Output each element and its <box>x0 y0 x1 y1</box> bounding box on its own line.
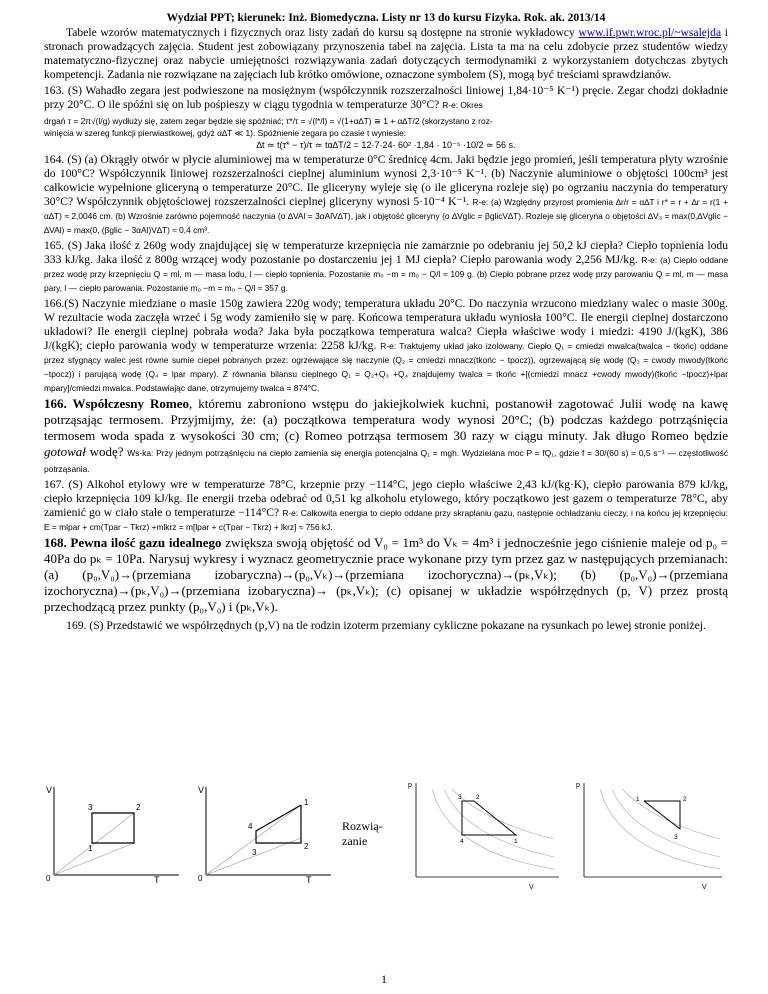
problem-163-text: 163. (S) Wahadło zegara jest podwieszone na mosiężnym (współczynnik rozszerzalności liniowej 1,84·10⁻⁵ K⁻¹) pręcie. Zegar chodzi dokładnie przy 20°C. O ile spóźni się on lub pośpieszy w ciągu tygodnia w temperaturze 30°C? <box>44 84 728 111</box>
problem-168-text: zwiększa swoją objętość od V₀ = 1m³ do Vₖ = 4m³ i jednocześnie jego ciśnienie maleje od p₀ = 40Pa do pₖ = 10Pa. Narysuj wykresy i wyznacz geometrycznie prace wykonane przy tym przez gaz w następujących przemianach: (a) (p₀,V₀)→(przemiana izobaryczna)→(p₀,Vₖ)→(przemiana izochoryczna)→(pₖ,Vₖ); (b) (p₀,V₀)→(przemiana izochoryczna)→(pₖ,V₀)→(przemiana izobaryczna)→ (pₖ,Vₖ); (c) opisanej w układzie współrzędnych (p, V) przez prostą przechodzącą przez punkty (p₀,V₀) i (pₖ,Vₖ). <box>44 535 728 614</box>
page-number: 1 <box>381 972 387 986</box>
solution-label-line: Rozwią- <box>342 819 383 833</box>
figure-pv-solution-1 <box>404 777 564 892</box>
problem-167-solution: R-e: Całkowita energia to ciepło oddane przy skraplaniu gazu, następnie ochładzaniu cieczy, i na końcu jej krzepnięciu: E = mlpar + cm(Tpar − Tkrz) +mlkrz = m[lpar + c(Tpar − Tkrz) + lkrz] ≈ 756 kJ. <box>44 508 728 532</box>
v-axis-label: V <box>702 884 707 891</box>
t-axis-label: T <box>154 875 160 883</box>
problem-166-text: 166.(S) Naczynie miedziane o masie 150g zawiera 220g wody; temperatura układu 20°C. Do naczynia wrzucono miedziany walec o masie 300g. W rezultacie woda zaczęła wrzeć i 5g wody zamieniło się w parę. Końcowa temperatura układu wyniosła 100°C. Ile energii cieplnej dostarczono układowi? Ile energii cieplnej pobrała woda? Jaka była początkowa temperatura walca? Ciepła właściwe wody i miedzi: 4190 J/(kgK), 386 J/(kgK); ciepło parowania wody w temperaturze wrzenia: 2258 kJ/kg. <box>44 297 728 352</box>
isochore-line <box>206 805 301 875</box>
p-axis-label: p <box>576 782 580 789</box>
problem-167 <box>44 478 728 534</box>
problem-169-text: 169. (S) Przedstawić we współrzędnych (p,V) na tle rodzin izoterm przemiany cykliczne pokazane na rysunkach po lewej stronie poniżej. <box>66 619 706 632</box>
problem-164 <box>44 153 728 237</box>
figure-pv-solution-2 <box>572 777 728 892</box>
point-label: 2 <box>683 796 687 803</box>
point-label: 4 <box>460 838 464 845</box>
problem-166-romeo-text-end: wodę? <box>85 444 124 459</box>
page-header: Wydział PPT; kierunek: Inż. Biomedyczna. Listy nr 13 do kursu Fizyka. Rok. ak. 2013/14 <box>166 12 606 24</box>
point-label: 3 <box>674 834 678 841</box>
problem-164-solution: R-e: (a) Względny przyrost promienia ∆r/r = α∆T i r* = r + ∆r = r(1 + α∆T) ≈ 2,0046 cm. (b) Wzrośnie zarówno pojemność naczynia (o ∆VAl = 3αAlV∆T), jak i objętość gliceryny (o ∆Vglic = βglicV∆T). Rozleje się gliceryna o objętości ∆V₃ = max(0,∆Vglic − ∆VAl) = max(0, (βglic − 3αAl)V∆T) ≈ 0,4 cm³. <box>44 197 728 235</box>
point-label: 3 <box>458 794 462 801</box>
point-label: 1 <box>304 798 309 807</box>
cycle-path <box>462 801 516 835</box>
figure-vt-cycle-1 <box>44 783 184 883</box>
point-label: 3 <box>88 803 93 812</box>
point-label: 4 <box>248 822 253 831</box>
solution-line: winięcia w szereg funkcji pierwiastkowej, gdyż α∆T ≪ 1). Spóźnienie zegara po czasie t wyniesie: <box>44 128 407 138</box>
origin-label: 0 <box>198 874 203 883</box>
problem-166-romeo <box>44 396 728 476</box>
problem-166-romeo-title: 166. Współczesny Romeo <box>44 396 189 411</box>
problem-168 <box>44 535 728 615</box>
cycle-path <box>256 805 301 843</box>
point-label: 3 <box>252 848 257 857</box>
problem-166-romeo-emph: gotował <box>44 444 86 459</box>
problem-166-romeo-text: , któremu zabroniono wstępu do jakiejkolwiek kuchni, postanowił zagotować Julii wodę na kawę potrząsając termosem. Przyjmijmy, że: (a) początkowa temperatura wody wynosi 20°C; (b) podczas każdego potrząśnięcia termosem woda spada z wysokości 30 cm; (c) Romeo potrząsa termosem 30 razy w ciągu minuty. Jak długo Romeo będzie <box>44 396 728 443</box>
problem-163-result: ∆t ≃ t(τ* − τ)/τ ≃ tα∆T/2 = 12·7·24· 60² ·1,84 · 10⁻⁵ ·10/2 ≃ 56 s. <box>256 140 516 150</box>
page-content <box>44 12 728 633</box>
problem-165-solution: R-e: (a) Ciepło oddane przez wodę przy krzepnięciu Q = ml, m — masa lodu, l — ciepło topnienia. Pozostanie m₀ −m = m₀ − Q/l ≈ 109 g. (b) Ciepło pobrane przez wodę przy parowaniu Q = ml, m — masa pary, l — ciepło parowania. Pozostanie m₀ −m = m₀ − Q/l ≈ 357 g. <box>44 255 728 293</box>
problem-169 <box>44 619 728 633</box>
solution-line: drgań τ = 2π√(l/g) wydłuży się, zatem zegar będzie się spóźniać; τ*/τ = √(l*/l) = √(1+α∆T) ≅ 1 + α∆T/2 (skorzystano z roz- <box>44 116 493 126</box>
point-label: 1 <box>514 838 518 845</box>
p-axis-label: p <box>408 782 412 789</box>
intro-paragraph <box>44 26 728 82</box>
problem-165 <box>44 239 728 295</box>
intro-text: Tabele wzorów matematycznych i fizycznych oraz listy zadań do kursu są dostępne na stronie wykładowcy <box>66 26 575 39</box>
isotherm-curve <box>452 789 554 839</box>
problem-163-solution <box>44 115 728 139</box>
lecturer-link[interactable]: www.if.pwr.wroc.pl/~wsalejda <box>578 26 722 39</box>
problem-163-solution-lead: R-e: Okres <box>442 100 483 110</box>
problem-167-text: 167. (S) Alkohol etylowy wre w temperaturze 78°C, krzepnie przy −114°C, jego ciepło właściwe 2,43 kJ/(kg·K), ciepło parowania 879 kJ/kg, ciepło krzepnięcia 109 kJ/kg. Ile energii trzeba odebrać od 0,51 kg alkoholu etylowego, który początkowo jest gazem o temperaturze 78°C, aby zamienić go w ciało stałe o temperaturze −114°C? <box>44 478 728 519</box>
point-label: 2 <box>476 794 480 801</box>
solution-label <box>342 819 383 849</box>
point-label: 2 <box>304 842 309 851</box>
v-axis-label: V <box>46 785 53 795</box>
problem-168-title: 168. Pewna ilość gazu idealnego <box>44 535 222 550</box>
solution-label-line: zanie <box>342 834 368 848</box>
point-label: 1 <box>88 844 93 853</box>
cycle-path <box>644 801 680 829</box>
problem-166-romeo-hint: Ws-ka: Przy jednym potrząśnięciu na ciepło zamienia się energia potencjalna Q₁ = mgh. Wydzielana moc P = fQ₁, gdzie f = 30/(60 s) = 0,5 s⁻¹ — częstotliwość potrząsania. <box>44 448 729 474</box>
problem-166 <box>44 297 728 395</box>
problem-164-text: 164. (S) (a) Okrągły otwór w płycie aluminiowej ma w temperaturze 0°C średnicę 4cm. Jaki będzie jego promień, jeśli temperatura płyty wzrośnie do 100°C? Współczynnik liniowej rozszerzalności cieplnej aluminium wynosi 2,3·10⁻⁵ K⁻¹. (b) Naczynie aluminiowe o objętości 100cm³ jest całkowicie wypełnione gliceryną o temperaturze 20°C. Ile gliceryny wyleje się (o ile gliceryna rozleje się) po ogrzaniu naczynia do temperatury 30°C? Współczynnik objętościowej rozszerzalności cieplnej gliceryny wynosi 5·10⁻⁴ K⁻¹. <box>44 153 728 208</box>
isochore-line <box>54 843 134 875</box>
point-label: 1 <box>636 796 640 803</box>
isochore-line <box>54 813 134 875</box>
intro-text-2: i stronach prowadzących zajęcia. Student jest zobowiązany przynoszenia tabel na zajęcia. Lista ta ma na celu zdobycie przez studentów wiedzy matematyczno-fizycznej oraz nabycie umiejętności rozwiązywania zadań dotyczących termodynamiki z wykorzystaniem dotychczas zbytych kompetencji. Zadania nie rozwiązane na zajęciach lub krótko omówione, oznaczone symbolem (S), mogą być treściami sprawdzianów. <box>44 26 728 81</box>
isotherm-curve <box>612 789 720 857</box>
t-axis-label: T <box>306 875 312 883</box>
problem-163 <box>44 84 728 112</box>
problem-166-solution: R-e: Traktujemy układ jako izolowany. Ciepło Q₁ = cmiedzi mwalca(twalca − tkońc) oddane przez stygnący walec jest równe sumie ciepeł pobranych przez: ogrzewające się naczynie (Q₂ = cmiedzi mnacz(tkońc − tpocz)), ogrzewającą się wodę (Q₃ = cwody mwody(tkońc −tpocz)) i parującą wodę (Q₄ = lpar mpary). Z równania bilansu cieplnego Q₁ = Q₂+Q₃ +Q₄ znajdujemy twalca = tkońc +[(cmiedzi mnacz +cwody mwody)(tkońc −tpocz)+lpar mpary]/cmiedzi mwalca. Podstawiając dane, otrzymujemy twalca = 874°C. <box>44 341 728 393</box>
cycle-path <box>92 813 134 843</box>
v-axis-label: V <box>198 785 205 795</box>
problem-165-text: 165. (S) Jaka ilość z 260g wody znajdującej się w temperaturze krzepnięcia nie zamarznie po odebraniu jej 50,2 kJ ciepła? Ciepło topnienia lodu 333 kJ/kg. Jaka ilość z 800g wrzącej wody pozostanie po dostarczeniu jej 1 MJ ciepła? Ciepło parowania wody 2,256 MJ/kg. <box>44 239 728 266</box>
figures-row <box>44 775 728 895</box>
origin-label: 0 <box>46 874 51 883</box>
v-axis-label: V <box>529 884 534 891</box>
figure-vt-cycle-2 <box>196 783 336 883</box>
point-label: 2 <box>136 803 141 812</box>
